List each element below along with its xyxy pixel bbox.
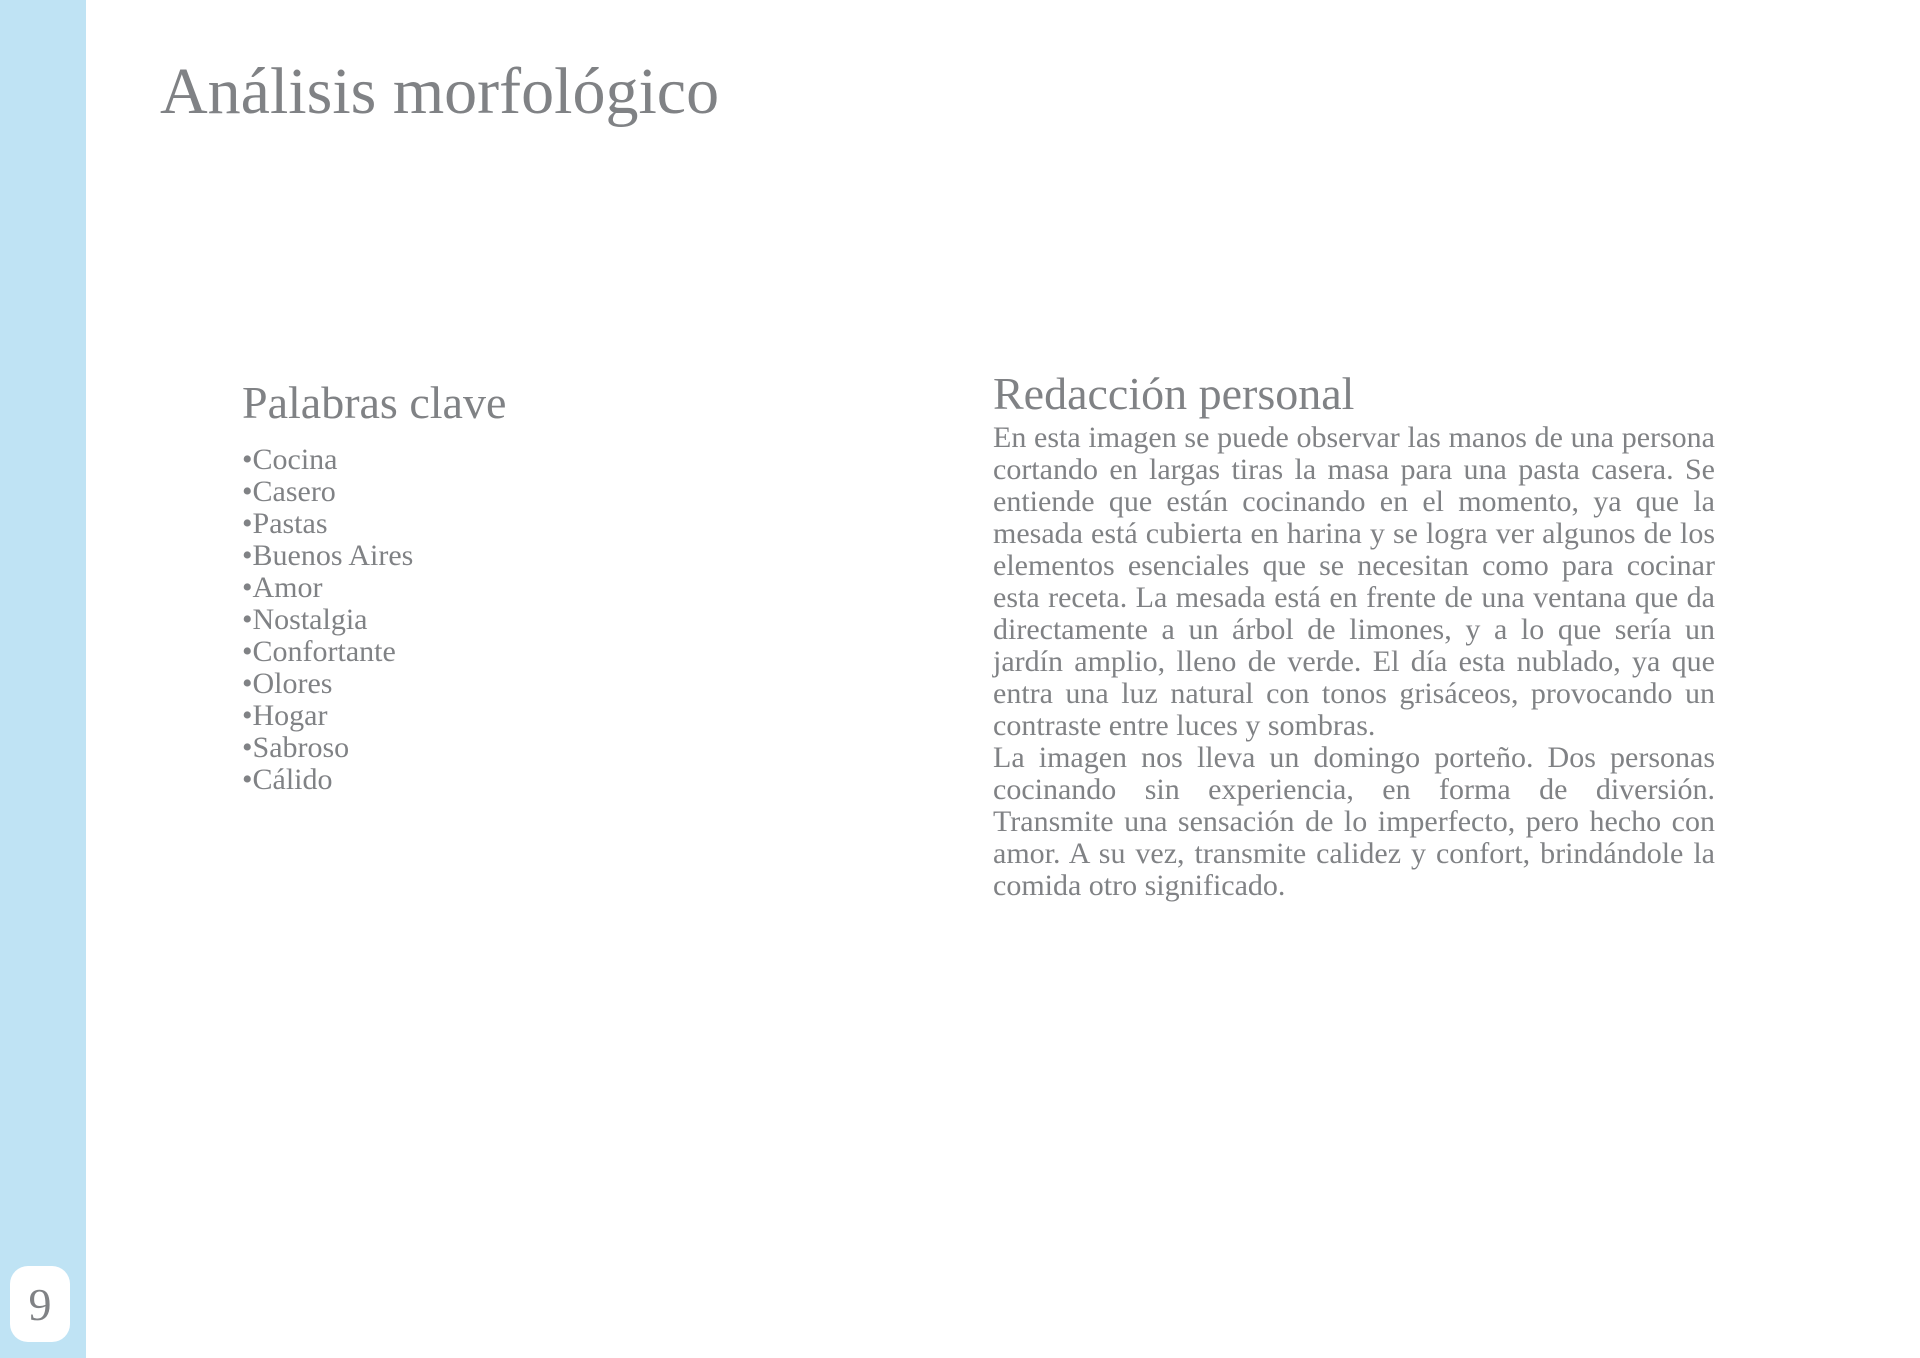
keyword-item: •Pastas (242, 507, 328, 540)
keywords-section (242, 372, 802, 796)
keyword-item: •Olores (242, 667, 333, 700)
page-title: Análisis morfológico (160, 55, 720, 128)
keyword-item: •Cálido (242, 763, 333, 796)
personal-section (993, 368, 1715, 902)
keyword-item: •Hogar (242, 699, 328, 732)
side-accent-band (0, 0, 86, 1358)
page-number: 9 (28, 1278, 52, 1330)
personal-paragraph-2: La imagen nos lleva un domingo porteño. Dos personas cocinando sin experiencia, en forma de diversión. Transmite una sensación de lo imperfecto, pero hecho con amor. A su vez, transmite calidez y confort, brindándole la comida otro significado. (993, 741, 1715, 902)
keyword-item: •Amor (242, 571, 323, 604)
keyword-item: •Confortante (242, 635, 396, 668)
personal-heading: Redacción personal (993, 368, 1355, 419)
personal-paragraph-1: En esta imagen se puede observar las manos de una persona cortando en largas tiras la masa para una pasta casera. Se entiende que están cocinando en el momento, ya que la mesada está cubierta en harina y se logra ver algunos de los elementos esenciales que se necesitan como para cocinar esta receta. La mesada está en frente de una ventana que da directamente a un árbol de limones, y a lo que sería un jardín amplio, lleno de verde. El día esta nublado, ya que entra una luz natural con tonos grisáceos, provocando un contraste entre luces y sombras. (993, 421, 1715, 742)
keyword-list (242, 444, 802, 796)
keyword-item: •Buenos Aires (242, 539, 414, 572)
keyword-item: •Cocina (242, 443, 338, 476)
keyword-item: •Casero (242, 475, 336, 508)
keywords-heading: Palabras clave (242, 377, 507, 428)
keyword-item: •Nostalgia (242, 603, 368, 636)
keyword-item: •Sabroso (242, 731, 350, 764)
page-number-badge (10, 1266, 70, 1342)
